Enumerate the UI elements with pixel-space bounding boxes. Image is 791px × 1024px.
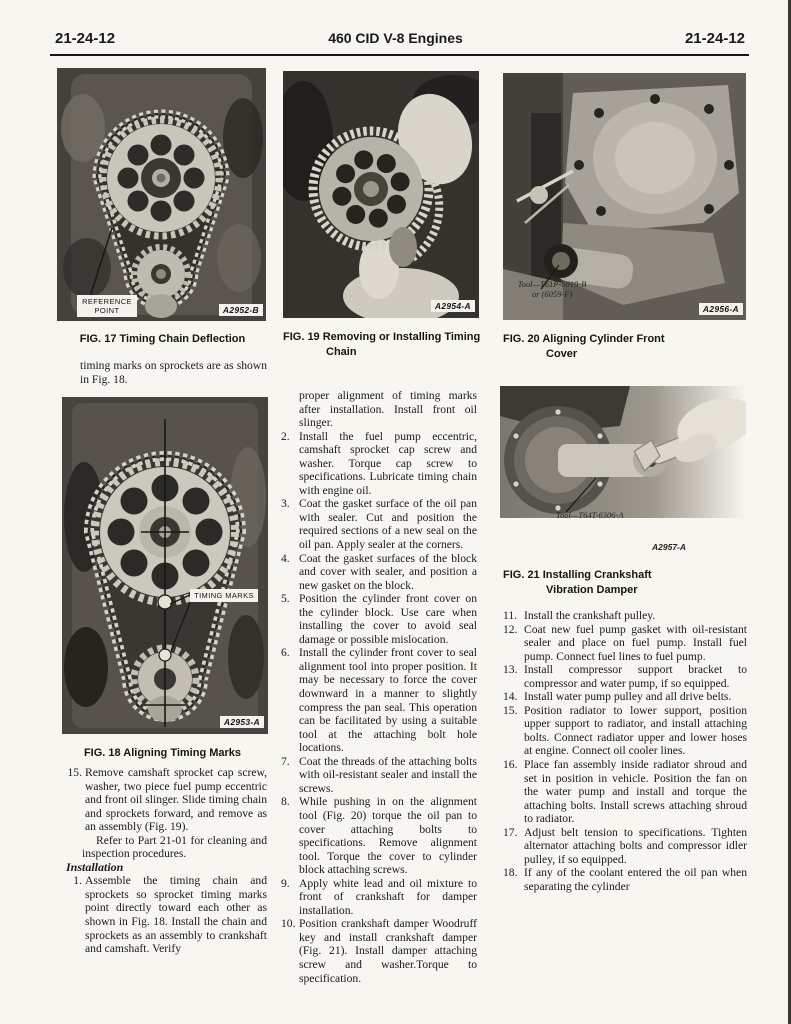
- step-number: 5.: [281, 592, 290, 606]
- figure-21-photo-code: A2957-A: [652, 542, 687, 552]
- installation-heading: Installation: [66, 859, 124, 874]
- step-text: Install the crankshaft pulley.: [524, 609, 656, 622]
- figure-21-tool-label: Tool—T64T-6306-A: [556, 510, 624, 520]
- figure-19-caption-line2: Chain: [326, 345, 357, 358]
- figure-17-photo: [57, 68, 266, 321]
- step-item-14: [503, 690, 747, 704]
- figure-19-photo-code: A2954-A: [431, 300, 475, 312]
- header-rule: [50, 54, 749, 56]
- step-number: 6.: [281, 646, 290, 660]
- figure-17-caption: FIG. 17 Timing Chain Deflection: [79, 333, 246, 345]
- step-text: Remove camshaft sprocket cap screw, washer, two piece fuel pump eccentric and front oil slinger. Slide timing chain and sprockets forward, and remove as an assembly (Fig. 19).: [85, 766, 267, 834]
- step-item-11: [503, 609, 747, 623]
- figure-20-tool-label: Tool—T61P-6019-B or (6059-F): [517, 279, 587, 299]
- step-text: Install the fuel pump eccentric, camshaft sprocket cap screw and washer. Torque cap screw to specifications. Lubricate timing chain with engine oil.: [299, 429, 477, 497]
- step-number: 12.: [503, 622, 518, 636]
- timing-chain-deflection-photo-art: [57, 68, 266, 321]
- middle-column-text: [281, 389, 477, 985]
- step-number: 14.: [503, 690, 518, 704]
- step-number: 18.: [503, 866, 518, 880]
- step-1-continuation: proper alignment of timing marks after installation. Install front oil slinger.: [299, 389, 477, 430]
- step-item-15: [66, 766, 267, 834]
- step-text: Coat the threads of the attaching bolts with oil-resistant sealer and install the screws.: [299, 754, 477, 795]
- page-number-right: 21-24-12: [684, 30, 745, 47]
- step-item-6: [281, 646, 477, 754]
- step-number: 1.: [73, 874, 82, 888]
- reference-point-label: REFERENCE POINT: [77, 295, 137, 317]
- figure-21-caption-line1: FIG. 21 Installing Crankshaft: [503, 569, 652, 581]
- step-text: Coat the gasket surfaces of the block and cover with sealer, and position a new gasket on the block.: [299, 551, 477, 592]
- step-text: Install compressor support bracket to compressor and water pump, if so equipped.: [524, 663, 747, 690]
- timing-marks-label: TIMING MARKS: [190, 589, 258, 602]
- figure-19-caption: [283, 330, 488, 359]
- step-item-17: [503, 826, 747, 867]
- step-number: 2.: [281, 429, 290, 443]
- step-text: Coat the gasket surface of the oil pan with sealer. Cut and position the required sections of a new seal on the oil pan. Apply sealer at the corners.: [299, 497, 477, 552]
- page-title: 460 CID V-8 Engines: [328, 30, 463, 46]
- step-number: 9.: [281, 876, 290, 890]
- figure-21-photo: [500, 386, 746, 561]
- step-item-12: [503, 623, 747, 664]
- step-number: 16.: [503, 758, 518, 772]
- step-text: Position the cylinder front cover on the cylinder block. Use care when installing the cover to avoid seal damage or possible mislocation.: [299, 592, 477, 646]
- figure-20-caption: [503, 332, 723, 361]
- page-header: [0, 30, 791, 52]
- figure-20-photo: [503, 73, 746, 320]
- step-item-9: [281, 877, 477, 918]
- step-text: Coat new fuel pump gasket with oil-resistant sealer and place on fuel pump. Install fuel pump. Connect fuel lines to fuel pump.: [524, 622, 747, 663]
- figure-18-photo: [62, 397, 268, 734]
- step-text: If any of the coolant entered the oil pan when separating the cylinder: [524, 866, 747, 893]
- right-column-text: [503, 609, 747, 893]
- figure-21-caption-line2: Vibration Damper: [546, 583, 638, 596]
- step-item-1: [66, 874, 267, 955]
- step-text: Position radiator to lower support, position upper support to radiator, and install attaching bolts. Connect radiator upper and lower hoses at engine. Connect oil cooler lines.: [524, 703, 747, 758]
- step-item-2: [281, 430, 477, 498]
- step-text: Apply white lead and oil mixture to front of crankshaft for damper installation.: [299, 876, 477, 917]
- step-number: 15.: [67, 766, 82, 779]
- step-number: 11.: [503, 609, 518, 622]
- step-item-7: [281, 755, 477, 796]
- step-text: Install water pump pulley and all drive belts.: [524, 690, 732, 704]
- step-number: 3.: [281, 497, 290, 511]
- crankshaft-damper-photo-art: [500, 386, 746, 518]
- timing-chain-removal-photo-art: [283, 71, 479, 318]
- step-number: 4.: [281, 551, 290, 565]
- step-text: While pushing in on the alignment tool (Fig. 20) torque the oil pan to cover attaching bolts to specifications. Remove alignment tool. Torque the cover to cylinder block attaching screws.: [299, 795, 477, 877]
- page-number-left: 21-24-12: [55, 30, 116, 47]
- left-column-intro: timing marks on sprockets are as shown in Fig. 18.: [80, 359, 267, 386]
- step-number: 8.: [281, 795, 290, 809]
- step-item-16: [503, 758, 747, 826]
- step-item-3: [281, 497, 477, 551]
- figure-18-photo-code: A2953-A: [220, 716, 264, 728]
- figure-20-caption-line2: Cover: [546, 347, 578, 360]
- figure-19-photo: [283, 71, 479, 318]
- step-item-4: [281, 552, 477, 593]
- figure-19-caption-line1: FIG. 19 Removing or Installing Timing: [283, 331, 481, 343]
- step-text: Position crankshaft damper Woodruff key and install crankshaft damper (Fig. 21). Install damper attaching screw and washer.Torque to specification.: [299, 917, 477, 985]
- figure-21-caption: [503, 568, 723, 597]
- figure-20-caption-line1: FIG. 20 Aligning Cylinder Front: [503, 333, 665, 345]
- figure-20-photo-code: A2956-A: [699, 303, 743, 315]
- step-number: 15.: [503, 703, 518, 717]
- step-item-8: [281, 795, 477, 876]
- step-item-13: [503, 663, 747, 690]
- step-item-15r: [503, 704, 747, 758]
- step-item-5: [281, 592, 477, 646]
- step-text: Adjust belt tension to specifications. Tighten alternator attaching bolts and compressor idler pulley, if so equipped.: [524, 825, 747, 866]
- aligning-timing-marks-photo-art: [62, 397, 268, 734]
- step-number: 7.: [281, 754, 290, 768]
- step-item-10: [281, 917, 477, 985]
- refer-paragraph: Refer to Part 21-01 for cleaning and inspection procedures.: [82, 833, 267, 861]
- step-text: Assemble the timing chain and sprockets so sprocket timing marks point directly toward each other as shown in Fig. 18. Install the chain and sprockets as an assembly to crankshaft and camshaft. Verify: [85, 874, 267, 956]
- step-number: 13.: [503, 663, 518, 677]
- step-item-18: [503, 866, 747, 893]
- step-number: 10.: [281, 917, 296, 931]
- step-number: 17.: [503, 825, 518, 839]
- figure-18-caption: FIG. 18 Aligning Timing Marks: [83, 747, 242, 759]
- step-text: Install the cylinder front cover to seal alignment tool into proper position. It may be necessary to force the cover downward in a manner to slightly compress the pan seal. This operation can be facilitated by using a suitable tool at the attaching bolt hole locations.: [299, 646, 477, 755]
- step-text: Place fan assembly inside radiator shroud and set in position in vehicle. Position the fan on the water pump and install and torque the attaching bolts. Install screws attaching shroud to radiator.: [524, 758, 747, 826]
- figure-17-photo-code: A2952-B: [219, 304, 263, 316]
- left-column-text: [66, 766, 267, 956]
